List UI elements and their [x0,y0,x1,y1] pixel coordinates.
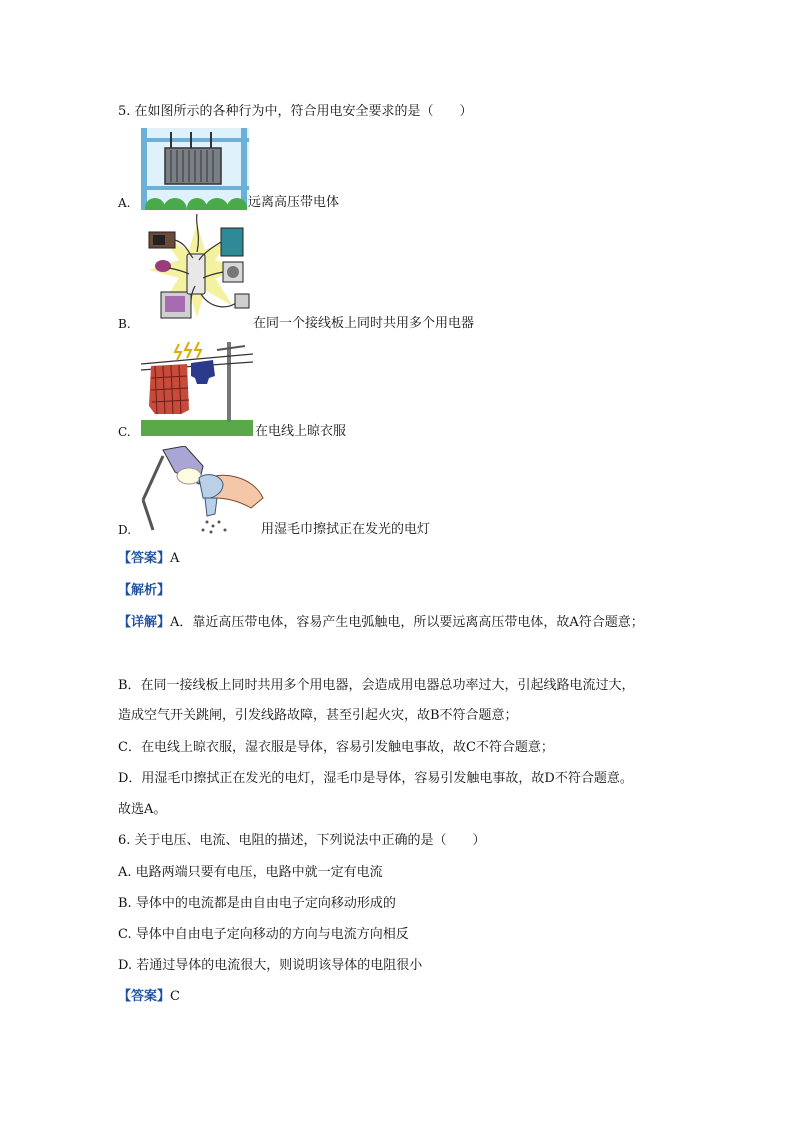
detail-a-text: A．靠近高压带电体，容易产生电弧触电，所以要远离高压带电体，故A符合题意； [170,615,644,630]
q5-analysis-label [118,582,170,600]
q6-option-d-letter: D. [118,958,133,973]
q5-option-c-letter: C. [118,425,131,439]
q5-detail-b2: 造成空气开关跳闸，引发线路故障，甚至引起火灾，故B不符合题意； [118,708,518,723]
q5-option-d-letter: D. [118,523,132,537]
q6-option-d [118,957,422,975]
q6-option-d-text: 若通过导体的电流很大，则说明该导体的电阻很小 [136,958,423,973]
q5-stem: 5. 在如图所示的各种行为中，符合用电安全要求的是（ ） [118,104,473,119]
overloaded-power-strip-illustration [141,214,253,326]
clothes-on-power-line-illustration [141,336,253,436]
q6-option-a-text: 电路两端只要有电压，电路中就一定有电流 [135,865,383,880]
wet-towel-lamp-illustration [141,446,265,536]
answer-label: 【答案】 [118,551,171,566]
q5-detail-b1: B．在同一接线板上同时共用多个用电器，会造成用电器总功率过大，引起线路电流过大， [118,678,635,693]
q6-answer [118,988,180,1006]
q5-option-b-letter: B. [118,317,131,331]
q6-option-c-text: 导体中自由电子定向移动的方向与电流方向相反 [135,927,409,942]
q5-detail-a [118,614,644,632]
q6-option-c-letter: C. [118,927,132,942]
q6-option-b-letter: B. [118,896,132,911]
q5-detail-c: C．在电线上晾衣服，湿衣服是导体，容易引发触电事故，故C不符合题意； [118,740,554,755]
answer-value: C [170,989,180,1004]
q6-option-a [118,864,383,882]
high-voltage-transformer-illustration [141,128,249,210]
q5-option-d-text: 用湿毛巾擦拭正在发光的电灯 [261,522,431,537]
q5-option-a-letter: A. [118,196,131,210]
q5-conclusion: 故选A。 [118,802,167,817]
q6-option-c [118,926,409,944]
q6-option-b-text: 导体中的电流都是由自由电子定向移动形成的 [135,896,396,911]
q5-detail-d: D．用湿毛巾擦拭正在发光的电灯，湿毛巾是导体，容易引发触电事故，故D不符合题意。 [118,771,633,786]
analysis-label: 【解析】 [118,583,171,598]
detail-label: 【详解】 [118,615,171,630]
q6-option-a-letter: A. [118,865,132,880]
q5-option-c-text: 在电线上晾衣服 [255,424,347,439]
q6-stem: 6. 关于电压、电流、电阻的描述，下列说法中正确的是（ ） [118,833,486,848]
q5-answer [118,550,179,568]
q6-option-b [118,895,396,913]
answer-value: A [170,551,180,566]
q5-option-b-text: 在同一个接线板上同时共用多个用电器 [253,316,475,331]
answer-label: 【答案】 [118,989,171,1004]
q5-option-a-text: 远离高压带电体 [248,195,340,210]
